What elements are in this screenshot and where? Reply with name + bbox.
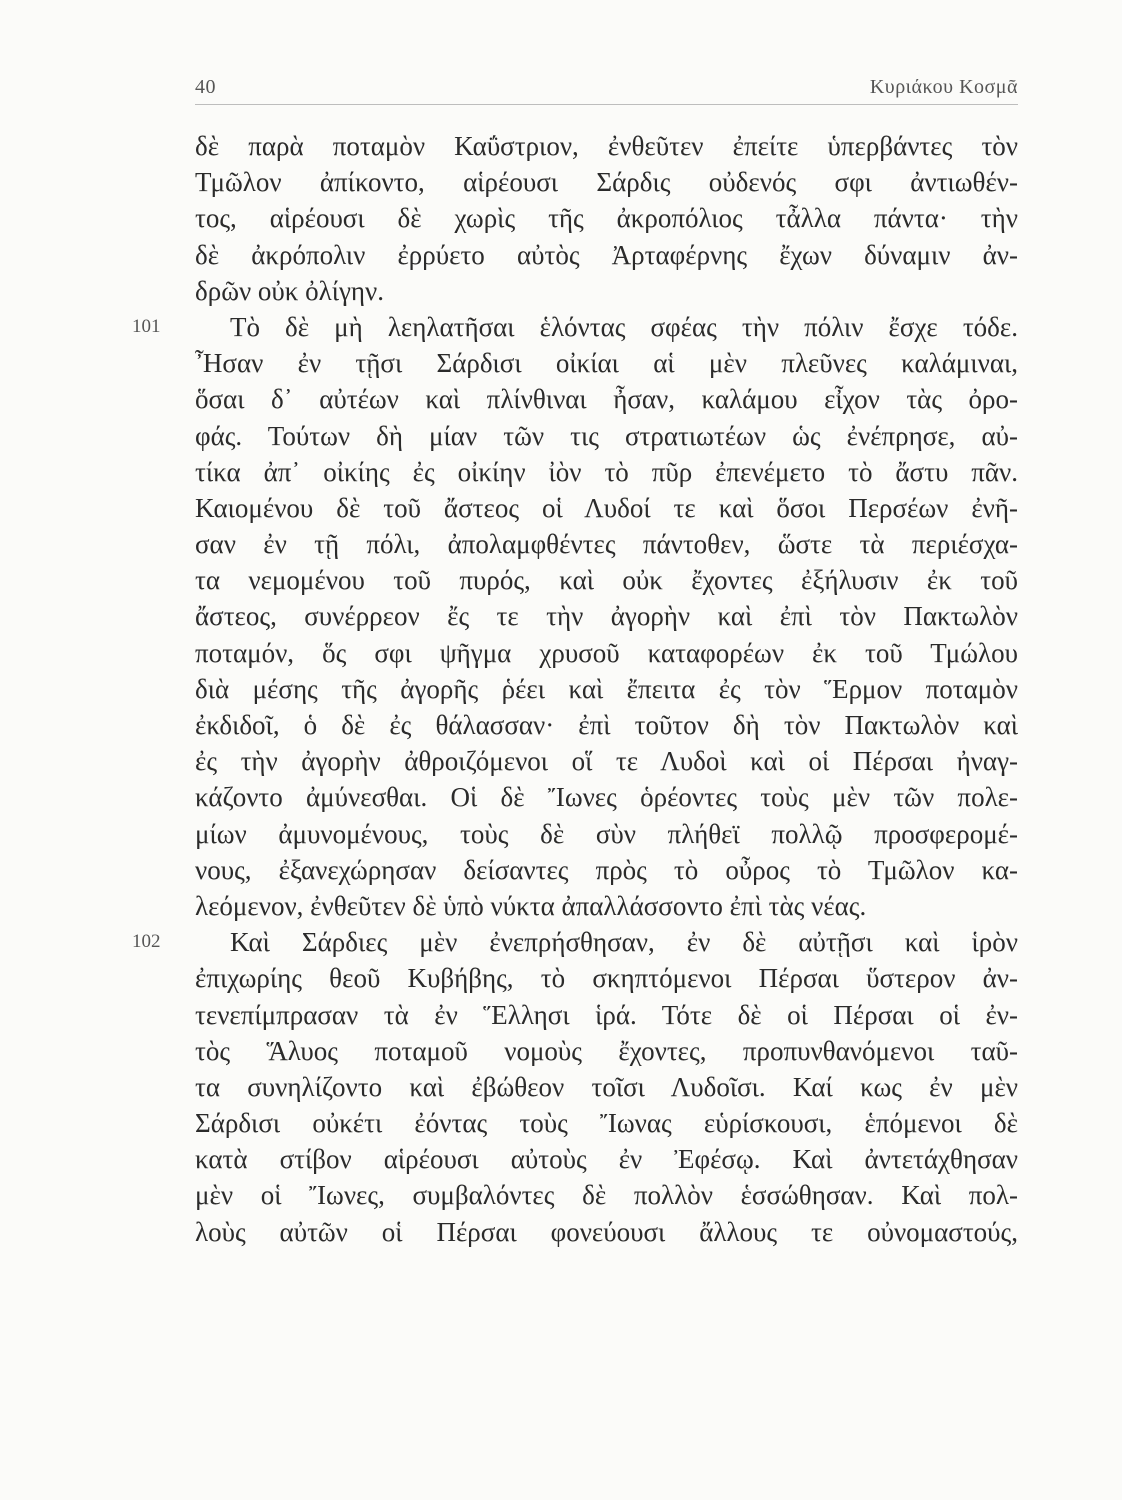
text-line [195, 779, 1018, 815]
line-text: κάζοντο ἀμύνεσθαι. Οἱ δὲ Ἴωνες ὁρέοντες τοὺς μὲν τῶν πολε- [195, 782, 1018, 813]
text-line [195, 1214, 1018, 1250]
line-text: δὲ ἀκρόπολιν ἐρρύετο αὐτὸς Ἀρταφέρνης ἔχων δύναμιν ἀν- [195, 239, 1018, 270]
line-text: νους, ἐξανεχώρησαν δείσαντες πρὸς τὸ οὖρος τὸ Τμῶλον κα- [195, 854, 1018, 885]
line-text: Καιομένου δὲ τοῦ ἄστεος οἱ Λυδοί τε καὶ ὅσοι Περσέων ἐνῆ- [195, 492, 1018, 523]
text-line [132, 924, 1018, 960]
body-text [132, 128, 1018, 1250]
text-line [195, 273, 1018, 309]
line-text: ἐπιχωρίης θεοῦ Κυβήβης, τὸ σκηπτόμενοι Πέρσαι ὕστερον ἀν- [195, 963, 1018, 994]
text-line [195, 200, 1018, 236]
text-line [195, 960, 1018, 996]
running-title: Κυριάκου Κοσμᾶ [869, 76, 1018, 98]
text-line [195, 128, 1018, 164]
text-line [195, 598, 1018, 634]
text-line [195, 454, 1018, 490]
section-number: 101 [132, 315, 161, 337]
line-text: τίκα ἀπ᾽ οἰκίης ἐς οἰκίην ἰὸν τὸ πῦρ ἐπενέμετο τὸ ἄστυ πᾶν. [195, 456, 1018, 487]
line-text: λεόμενον, ἐνθεῦτεν δὲ ὑπὸ νύκτα ἀπαλλάσσοντο ἐπὶ τὰς νέας. [195, 890, 867, 921]
text-line [195, 707, 1018, 743]
text-line [195, 635, 1018, 671]
line-text: τα συνηλίζοντο καὶ ἐβώθεον τοῖσι Λυδοῖσι. Καί κως ἐν μὲν [195, 1071, 1018, 1102]
text-line [195, 418, 1018, 454]
line-text: τος, αἱρέουσι δὲ χωρὶς τῆς ἀκροπόλιος τἆλλα πάντα· τὴν [195, 203, 1018, 234]
text-line [195, 490, 1018, 526]
text-line [195, 1141, 1018, 1177]
section-number: 102 [132, 931, 161, 953]
line-text: Ἦσαν ἐν τῇσι Σάρδισι οἰκίαι αἱ μὲν πλεῦνες καλάμιναι, [195, 348, 1018, 379]
line-text: ἐκδιδοῖ, ὁ δὲ ἐς θάλασσαν· ἐπὶ τοῦτον δὴ τὸν Πακτωλὸν καὶ [195, 710, 1018, 740]
line-text: μίων ἀμυνομένους, τοὺς δὲ σὺν πλήθεϊ πολλῷ προσφερομέ- [195, 818, 1018, 849]
line-text: ἄστεος, συνέρρεον ἔς τε τὴν ἀγορὴν καὶ ἐπὶ τὸν Πακτωλὸν [195, 601, 1018, 632]
line-text: κατὰ στίβον αἱρέουσι αὐτοὺς ἐν Ἐφέσῳ. Καὶ ἀντετάχθησαν [195, 1144, 1018, 1175]
line-text: ὅσαι δ᾽ αὐτέων καὶ πλίνθιναι ἦσαν, καλάμου εἶχον τὰς ὀρο- [195, 384, 1018, 415]
text-line [132, 309, 1018, 345]
line-text: λοὺς αὐτῶν οἱ Πέρσαι φονεύουσι ἄλλους τε οὐνομαστούς, [195, 1216, 1018, 1247]
line-text: τὸς Ἅλυος ποταμοῦ νομοὺς ἔχοντες, προπυνθανόμενοι ταῦ- [195, 1035, 1018, 1066]
line-text: Τμῶλον ἀπίκοντο, αἱρέουσι Σάρδις οὐδενός σφι ἀντιωθέν- [195, 167, 1018, 198]
line-text: δρῶν οὐκ ὀλίγην. [195, 275, 385, 306]
line-text: Τὸ δὲ μὴ λεηλατῆσαι ἑλόντας σφέας τὴν πόλιν ἔσχε τόδε. [230, 311, 1018, 342]
line-text: δὲ παρὰ ποταμὸν Καΰστριον, ἐνθεῦτεν ἐπείτε ὑπερβάντες τὸν [195, 131, 1018, 161]
text-line [195, 1105, 1018, 1141]
running-head [195, 72, 1018, 105]
text-line [195, 1033, 1018, 1069]
text-line [195, 997, 1018, 1033]
text-line [195, 1177, 1018, 1213]
line-text: τενεπίμπρασαν τὰ ἐν Ἕλλησι ἱρά. Τότε δὲ οἱ Πέρσαι οἱ ἐν- [195, 999, 1018, 1030]
text-line [195, 743, 1018, 779]
line-text: τα νεμομένου τοῦ πυρός, καὶ οὐκ ἔχοντες ἐξήλυσιν ἐκ τοῦ [195, 565, 1018, 596]
line-text: ἐς τὴν ἀγορὴν ἀθροιζόμενοι οἵ τε Λυδοὶ καὶ οἱ Πέρσαι ἠναγ- [195, 746, 1018, 777]
text-line [195, 381, 1018, 417]
text-line [195, 345, 1018, 381]
text-line [195, 526, 1018, 562]
line-text: Σάρδισι οὐκέτι ἐόντας τοὺς Ἴωνας εὑρίσκουσι, ἑπόμενοι δὲ [195, 1108, 1018, 1139]
line-text: ποταμόν, ὅς σφι ψῆγμα χρυσοῦ καταφορέων ἐκ τοῦ Τμώλου [195, 637, 1018, 668]
text-line [195, 852, 1018, 888]
text-line [195, 816, 1018, 852]
line-text: μὲν οἱ Ἴωνες, συμβαλόντες δὲ πολλὸν ἑσσώθησαν. Καὶ πολ- [195, 1180, 1018, 1211]
line-text: σαν ἐν τῇ πόλι, ἀπολαμφθέντες πάντοθεν, ὥστε τὰ περιέσχα- [195, 529, 1018, 560]
text-line [195, 237, 1018, 273]
line-text: φάς. Τούτων δὴ μίαν τῶν τις στρατιωτέων ὡς ἐνέπρησε, αὐ- [195, 420, 1018, 451]
text-line [195, 1069, 1018, 1105]
line-text: Καὶ Σάρδιες μὲν ἐνεπρήσθησαν, ἐν δὲ αὐτῇσι καὶ ἱρὸν [230, 927, 1018, 958]
text-line [195, 562, 1018, 598]
page-number: 40 [195, 76, 216, 98]
text-line [195, 164, 1018, 200]
text-line [195, 888, 1018, 924]
line-text: διὰ μέσης τῆς ἀγορῆς ῥέει καὶ ἔπειτα ἐς τὸν Ἕρμον ποταμὸν [195, 673, 1018, 704]
text-line [195, 671, 1018, 707]
